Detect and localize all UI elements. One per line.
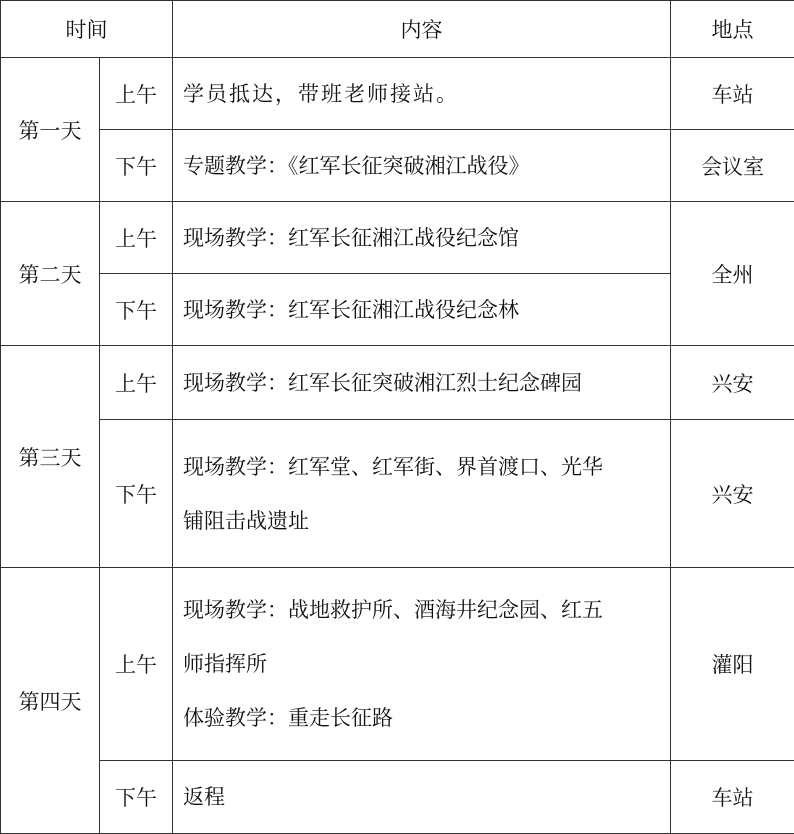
- content-line: 现场教学：战地救护所、酒海井纪念园、红五: [183, 598, 603, 622]
- content-cell: [173, 346, 671, 420]
- content-cell: [173, 274, 671, 346]
- content-cell: [173, 58, 671, 130]
- table-row: [1, 420, 794, 568]
- header-place: 地点: [671, 1, 794, 58]
- content-cell: [173, 568, 671, 761]
- period-cell: 下午: [100, 761, 173, 834]
- header-time: 时间: [1, 1, 173, 58]
- place-cell: 会议室: [671, 130, 794, 202]
- place-cell: 全州: [671, 202, 794, 346]
- content-cell: [173, 130, 671, 202]
- table-row: [1, 202, 794, 274]
- table-row: [1, 58, 794, 130]
- period-cell: 上午: [100, 58, 173, 130]
- table-row: [1, 761, 794, 834]
- content-line: 师指挥所: [183, 652, 267, 676]
- day-label: 第一天: [1, 58, 100, 202]
- place-cell: 灌阳: [671, 568, 794, 761]
- content-cell: [173, 420, 671, 568]
- period-cell: 上午: [100, 346, 173, 420]
- table-row: [1, 346, 794, 420]
- content-line: 现场教学：红军长征湘江战役纪念林: [183, 297, 519, 322]
- content-line: 铺阻击战遗址: [183, 508, 309, 533]
- period-cell: 下午: [100, 130, 173, 202]
- content-line: 现场教学：红军长征湘江战役纪念馆: [183, 225, 519, 250]
- content-line: 现场教学：红军长征突破湘江烈士纪念碑园: [183, 370, 582, 395]
- period-cell: 上午: [100, 568, 173, 761]
- header-content: 内容: [173, 1, 671, 58]
- content-line: 体验教学：重走长征路: [183, 706, 393, 730]
- place-cell: 车站: [671, 58, 794, 130]
- header-row: [1, 1, 794, 58]
- content-line: 专题教学：《红军长征突破湘江战役》: [183, 153, 530, 178]
- content-line: 学员抵达，带班老师接站。: [183, 81, 459, 106]
- day-label: 第二天: [1, 202, 100, 346]
- content-line: 现场教学：红军堂、红军街、界首渡口、光华: [183, 454, 603, 479]
- day-label: 第四天: [1, 568, 100, 834]
- place-cell: 兴安: [671, 420, 794, 568]
- place-cell: 兴安: [671, 346, 794, 420]
- place-cell: 车站: [671, 761, 794, 834]
- period-cell: 下午: [100, 420, 173, 568]
- period-cell: 下午: [100, 274, 173, 346]
- content-cell: [173, 202, 671, 274]
- table-row: [1, 568, 794, 761]
- period-cell: 上午: [100, 202, 173, 274]
- table-row: [1, 130, 794, 202]
- content-cell: [173, 761, 671, 834]
- content-line: 返程: [183, 785, 225, 809]
- day-label: 第三天: [1, 346, 100, 568]
